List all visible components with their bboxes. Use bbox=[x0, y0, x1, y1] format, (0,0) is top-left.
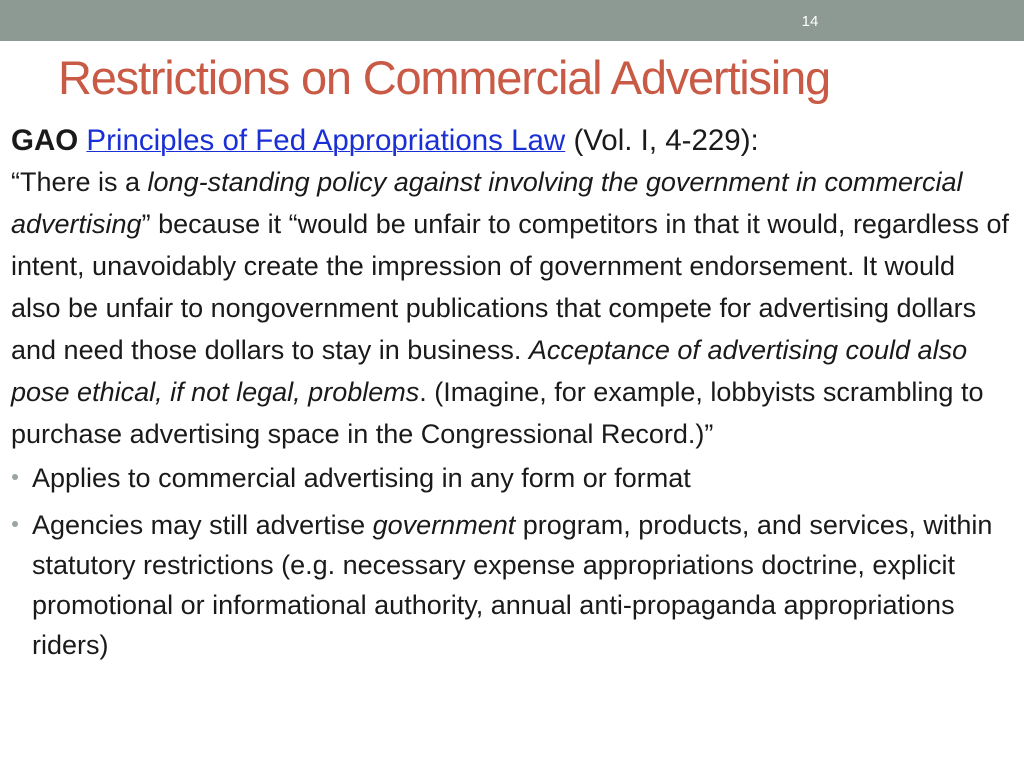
book-title-link[interactable]: Principles of Fed Appropriations Law bbox=[86, 124, 566, 157]
quote-text-2: ” because it “would be unfair to competitors in that it would, regardless of intent, unavoidably create the impression of government endorsement. It would also be unfair to nongovernment publications that compete for advertising dollars and need those dollars to stay in business. bbox=[11, 209, 1010, 365]
bullet-dot-icon bbox=[12, 474, 18, 480]
top-bar bbox=[0, 0, 1024, 41]
quote-text-3: . (Imagine, for example, lobbyists scrambling to purchase advertising space in the Congressional Record.)” bbox=[11, 377, 984, 449]
bullet-dot-icon bbox=[12, 521, 18, 527]
citation-reference: (Vol. I, 4-229): bbox=[573, 124, 759, 157]
slide-content bbox=[11, 120, 1011, 672]
quote-italic-1: long-standing policy against involving the government in commercial advertising bbox=[11, 167, 963, 239]
source-org: GAO bbox=[11, 124, 79, 157]
slide-title: Restrictions on Commercial Advertising bbox=[58, 51, 830, 104]
bullet-item bbox=[11, 505, 1011, 665]
slide-number: 14 bbox=[801, 13, 819, 30]
bullet-text-2-italic: government bbox=[372, 510, 516, 540]
bullet-list bbox=[11, 458, 1011, 665]
bullet-text-2b: program, products, and services, within statutory restrictions (e.g. necessary expense appropriations doctrine, explicit promotional or informational authority, annual anti-propaganda appropriations riders) bbox=[32, 510, 993, 660]
quote-text-1: “There is a bbox=[11, 167, 148, 197]
bullet-item bbox=[11, 458, 1011, 498]
quote-body bbox=[11, 167, 1009, 449]
bullet-text-2a: Agencies may still advertise bbox=[32, 510, 373, 540]
source-citation bbox=[11, 120, 1011, 455]
quote-italic-2: Acceptance of advertising could also pose ethical, if not legal, problems bbox=[11, 335, 968, 407]
bullet-text-1: Applies to commercial advertising in any form or format bbox=[32, 463, 691, 493]
